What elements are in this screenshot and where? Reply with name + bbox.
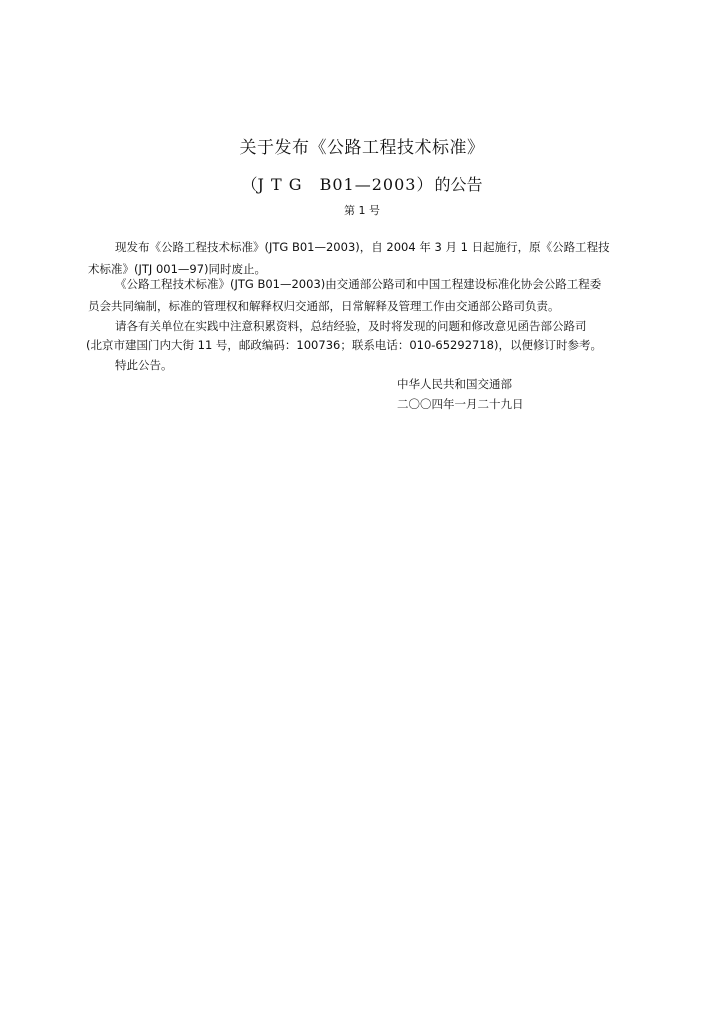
closing-paragraph: 特此公告。: [115, 358, 173, 372]
subtitle-open-paren: （: [241, 175, 258, 194]
paragraph-3-line-2: (北京市建国门内大街 11 号，邮政编码：100736；联系电话：010-65292718)，以便修订时参考。: [86, 338, 602, 352]
paragraph-2-line-1: 《公路工程技术标准》(JTG B01—2003)由交通部公路司和中国工程建设标准化协会公路工程委: [115, 277, 602, 291]
subtitle-close-paren: ）: [416, 175, 433, 194]
issue-date: 二〇〇四年一月二十九日: [397, 397, 524, 411]
announcement-title: 关于发布《公路工程技术标准》: [239, 138, 485, 158]
paragraph-2-line-2: 员会共同编制，标准的管理权和解释权归交通部，日常解释及管理工作由交通部公路司负责。: [88, 299, 560, 313]
paragraph-3-line-1: 请各有关单位在实践中注意积累资料，总结经验，及时将发现的问题和修改意见函告部公路司: [115, 319, 587, 333]
subtitle-suffix: 的公告: [434, 175, 483, 194]
issue-number: 第 1 号: [344, 204, 380, 217]
announcement-subtitle: [0, 172, 724, 195]
paragraph-1-line-2: 术标准》(JTJ 001—97)同时废止。: [88, 262, 267, 276]
paragraph-1-line-1: 现发布《公路工程技术标准》(JTG B01—2003)，自 2004 年 3 月 1 日起施行，原《公路工程技: [115, 240, 610, 254]
standard-code: J T G B01—2003: [257, 175, 417, 194]
issuer-signature: 中华人民共和国交通部: [397, 377, 512, 391]
